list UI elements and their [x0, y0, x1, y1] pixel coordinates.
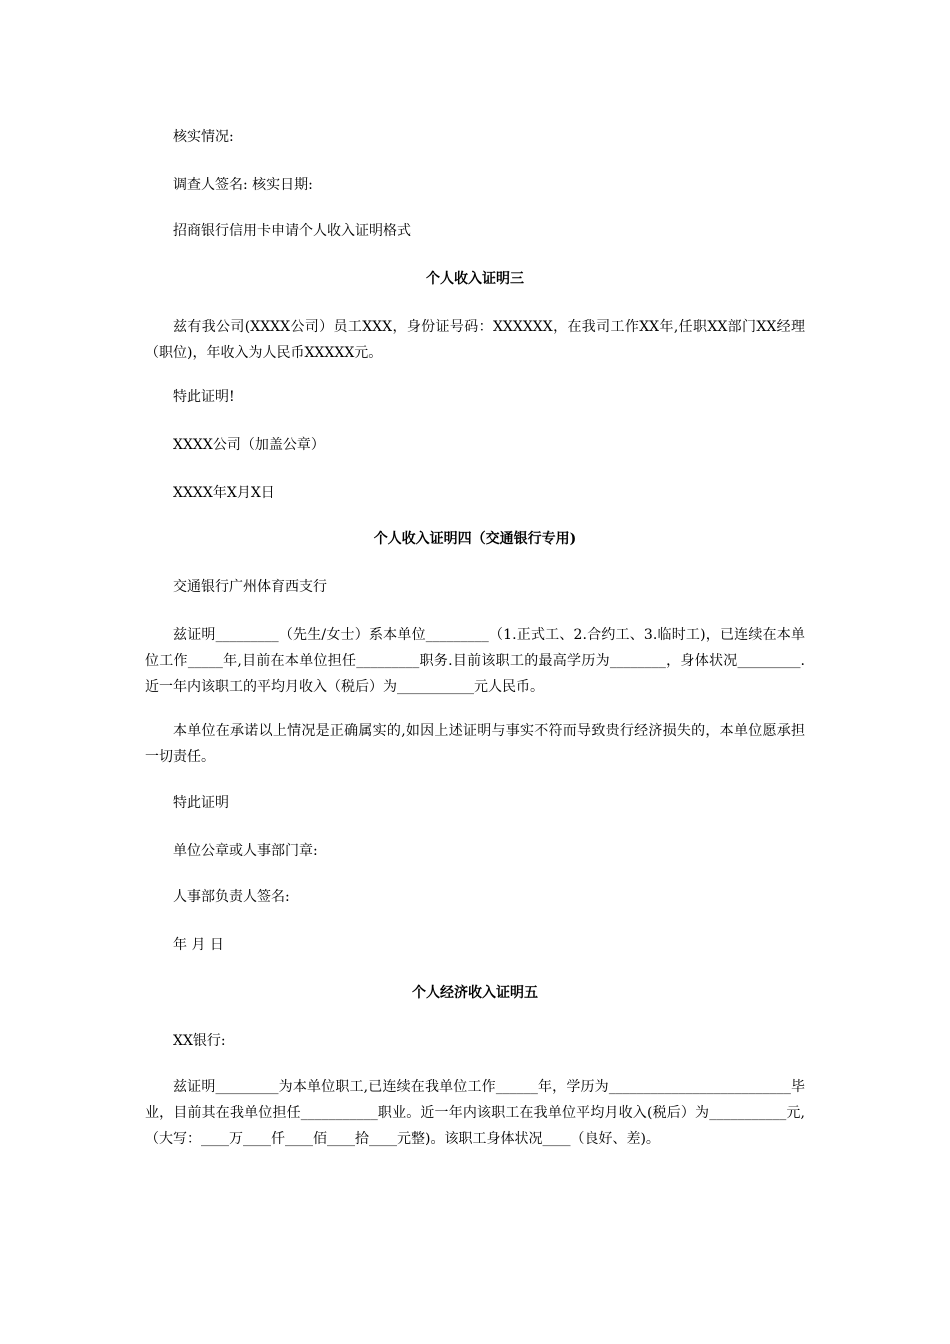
section3-body: 兹有我公司(XXXX公司）员工XXX，身份证号码：XXXXXX，在我司工作XX年,任职XX部门XX经理（职位)，年收入为人民币XXXXX元。: [145, 319, 805, 361]
document-page: [145, 0, 805, 1344]
verify-situation-line: 核实情况:: [173, 129, 234, 145]
section4-hr-signature-line: 人事部负责人签名:: [173, 889, 290, 905]
section4-heading: 个人收入证明四（交通银行专用): [373, 531, 577, 547]
section4-pledge: 本单位在承诺以上情况是正确属实的,如因上述证明与事实不符而导致贵行经济损失的，本单位愿承担一切责任。: [145, 723, 805, 765]
section4-closing: 特此证明: [173, 795, 229, 811]
investigator-signature-line: 调查人签名: 核实日期:: [173, 177, 313, 193]
section5-heading: 个人经济收入证明五: [412, 985, 538, 1001]
section4-seal-line: 单位公章或人事部门章:: [173, 843, 318, 859]
section3-closing: 特此证明!: [173, 389, 235, 405]
section4-body: 兹证明_________（先生/女士）系本单位_________（1.正式工、2.合约工、3.临时工)，已连续在本单位工作_____年,目前在本单位担任_________职务.目前该职工的最高学历为________，身体状况_________.近一年内该职工的平均月收入（税后）为___________元人民币。: [145, 627, 805, 695]
cmb-format-title: 招商银行信用卡申请个人收入证明格式: [173, 223, 411, 239]
section3-date: XXXX年X月X日: [173, 485, 275, 501]
section3-company: XXXX公司（加盖公章）: [173, 437, 325, 453]
section4-date: 年 月 日: [173, 937, 224, 953]
section4-bank: 交通银行广州体育西支行: [173, 579, 327, 595]
section5-body: 兹证明_________为本单位职工,已连续在我单位工作______年，学历为__________________________毕业，目前其在我单位担任___________职业。近一年内该职工在我单位平均月收入(税后）为___________元,（大写：____万____仟____佰____拾____元整)。该职工身体状况____（良好、差)。: [145, 1079, 805, 1147]
section5-bank: XX银行:: [173, 1033, 226, 1049]
section3-heading: 个人收入证明三: [426, 271, 524, 287]
